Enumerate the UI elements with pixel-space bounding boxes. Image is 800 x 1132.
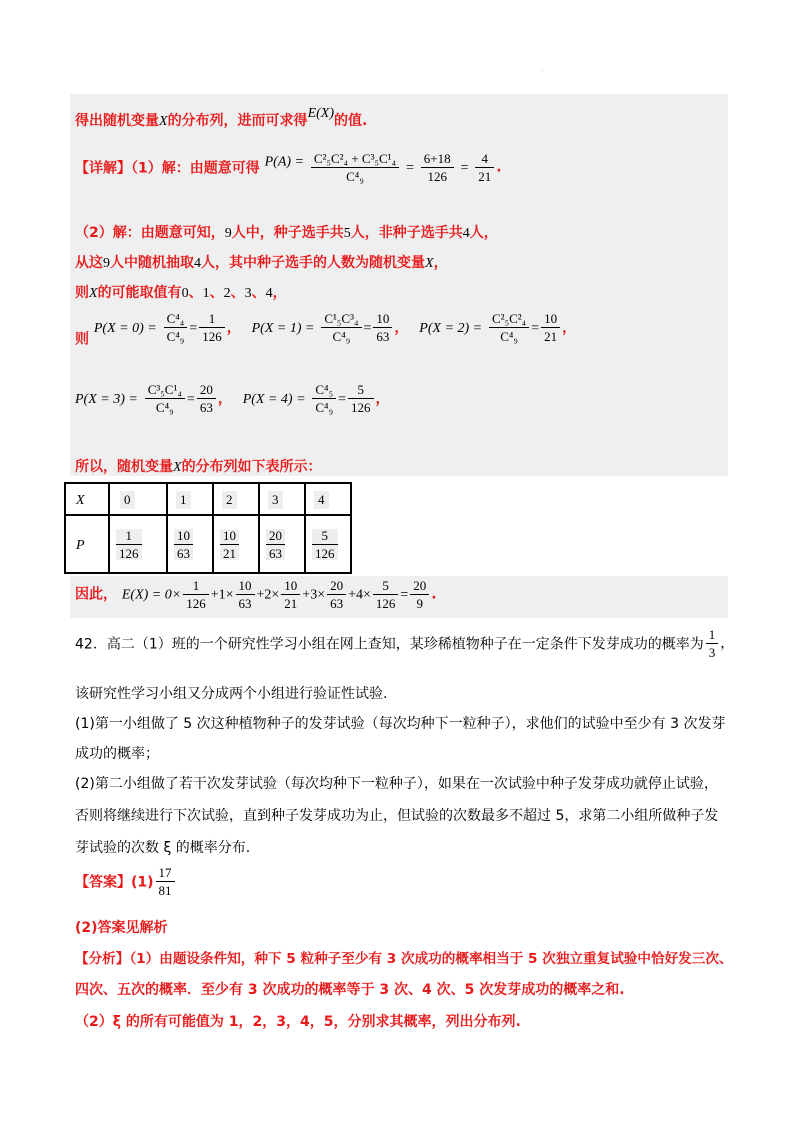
prob-row2 [75,383,390,414]
part2-line2: 从这9人中随机抽取4人，其中种子选手的人数为随机变量X， [75,255,448,271]
distribution-table [64,482,352,574]
table-row [65,515,351,573]
table-row [65,483,351,515]
part2-line3: 则X的可能取值有0、1、2、3、4， [75,285,287,301]
prob-x0: P(X = 0) = $\frac{\text{C⁴₄}}{\text{C⁴₉}}$ = $\frac{1}{126}$ ， [93,311,241,344]
prob-x1: P(X = 1) = $\frac{\text{C¹₅C³₄}}{\text{C⁴₉}}$ = $\frac{10}{63}$ ， [251,311,409,344]
conclusion: 因此， E(X) = 0× $\frac{1}{126}$ +1× $\frac{10}{63}$ +2× $\frac{10}{21}$ +3× $\frac{20}{63}$ +4× $\frac{5}{126}$ = $\frac{20}{9}$ . [75,578,437,611]
table-cell: 0 [109,483,167,515]
analysis-line1: 【分析】（1）由题设条件知，种下 5 粒种子至少有 3 次成功的概率相当于 5 次独立重复试验中恰好发三次、 [75,951,733,967]
page-dot: . [541,66,543,73]
analysis-tail: 得出随机变量X的分布列，进而可求得E(X)的值. [75,106,368,129]
table-cell: $\frac{1}{126}$ [109,515,167,573]
answer-line1: 【答案】(1) $\frac{17}{81}$ [75,866,177,897]
prob-x3: P(X = 3) = $\frac{\text{C³₅C¹₄}}{\text{C⁴₉}}$ = $\frac{20}{63}$ ， [75,382,232,415]
problem-42-line6: 否则将继续进行下次试验，直到种子发芽成功为止，但试验的次数最多不超过 5，求第二小组所做种子发 [75,808,719,824]
problem-42-line5: (2)第二小组做了若干次发芽试验（每次均种下一粒种子），如果在一次试验中种子发芽成功就停止试验， [75,776,718,792]
table-cell: 2 [213,483,259,515]
table-cell: $\frac{10}{21}$ [213,515,259,573]
table-cell: 4 [305,483,351,515]
analysis-line2: 四次、五次的概率．至少有 3 次成功的概率等于 3 次、4 次、5 次发芽成功的概率之和. [75,982,625,998]
problem-42-line7: 芽试验的次数 ξ 的概率分布. [75,840,251,856]
table-cell: $\frac{20}{63}$ [259,515,305,573]
table-cell: $\frac{5}{126}$ [305,515,351,573]
table-cell: $\frac{10}{63}$ [167,515,213,573]
analysis-line3: （2）ξ 的所有可能值为 1，2，3，4，5，分别求其概率，列出分布列. [75,1014,521,1030]
part2-line1: （2）解：由题意可知，9人中，种子选手共5人，非种子选手共4人， [75,225,498,241]
prob-row1: 则 P(X = 0) = $\frac{\text{C⁴₄}}{\text{C⁴₉}}$ = $\frac{1}{126}$ ， P(X = 1) = $\frac{\text{C¹₅C³₄}}{\text{C⁴₉}}$ = $\frac{10}{63}$ ， P(X = 2) = $\frac{\text{C²₅C²₄}}{\text{C⁴₉}}$ = $\frac{10}{21}$ ， [75,311,577,348]
problem-42-line3: (1)第一小组做了 5 次这种植物种子的发芽试验（每次均种下一粒种子），求他们的试验中至少有 3 次发芽 [75,716,726,732]
table-cell: 1 [167,483,213,515]
table-header-x: X [65,483,109,515]
table-cell: 3 [259,483,305,515]
problem-42-line4: 成功的概率； [75,746,159,762]
table-intro: 所以，随机变量X的分布列如下表所示： [75,459,322,475]
prob-x4: P(X = 4) = $\frac{\text{C⁴₅}}{\text{C⁴₉}}$ = $\frac{5}{126}$ ， [242,382,390,415]
problem-42-line1: 42．高二（1）班的一个研究性学习小组在网上查知，某珍稀植物种子在一定条件下发芽成功的概率为 $\frac{1}{3}$ ， [75,627,735,660]
detail-part1: 【详解】（1）解：由题意可得 P(A) = $\frac{\text{C²₅C²₄ + C³₅C¹₄}}{\text{C⁴₉}}$ = $\frac{6+18}{126}$ = $\frac{4}{21}$ . [75,151,502,184]
problem-42-line2: 该研究性学习小组又分成两个小组进行验证性试验. [75,686,388,702]
answer-line2: (2)答案见解析 [75,920,168,936]
table-header-p: P [65,515,109,573]
prob-x2: P(X = 2) = $\frac{\text{C²₅C²₄}}{\text{C⁴₉}}$ = $\frac{10}{21}$ ， [419,311,577,344]
